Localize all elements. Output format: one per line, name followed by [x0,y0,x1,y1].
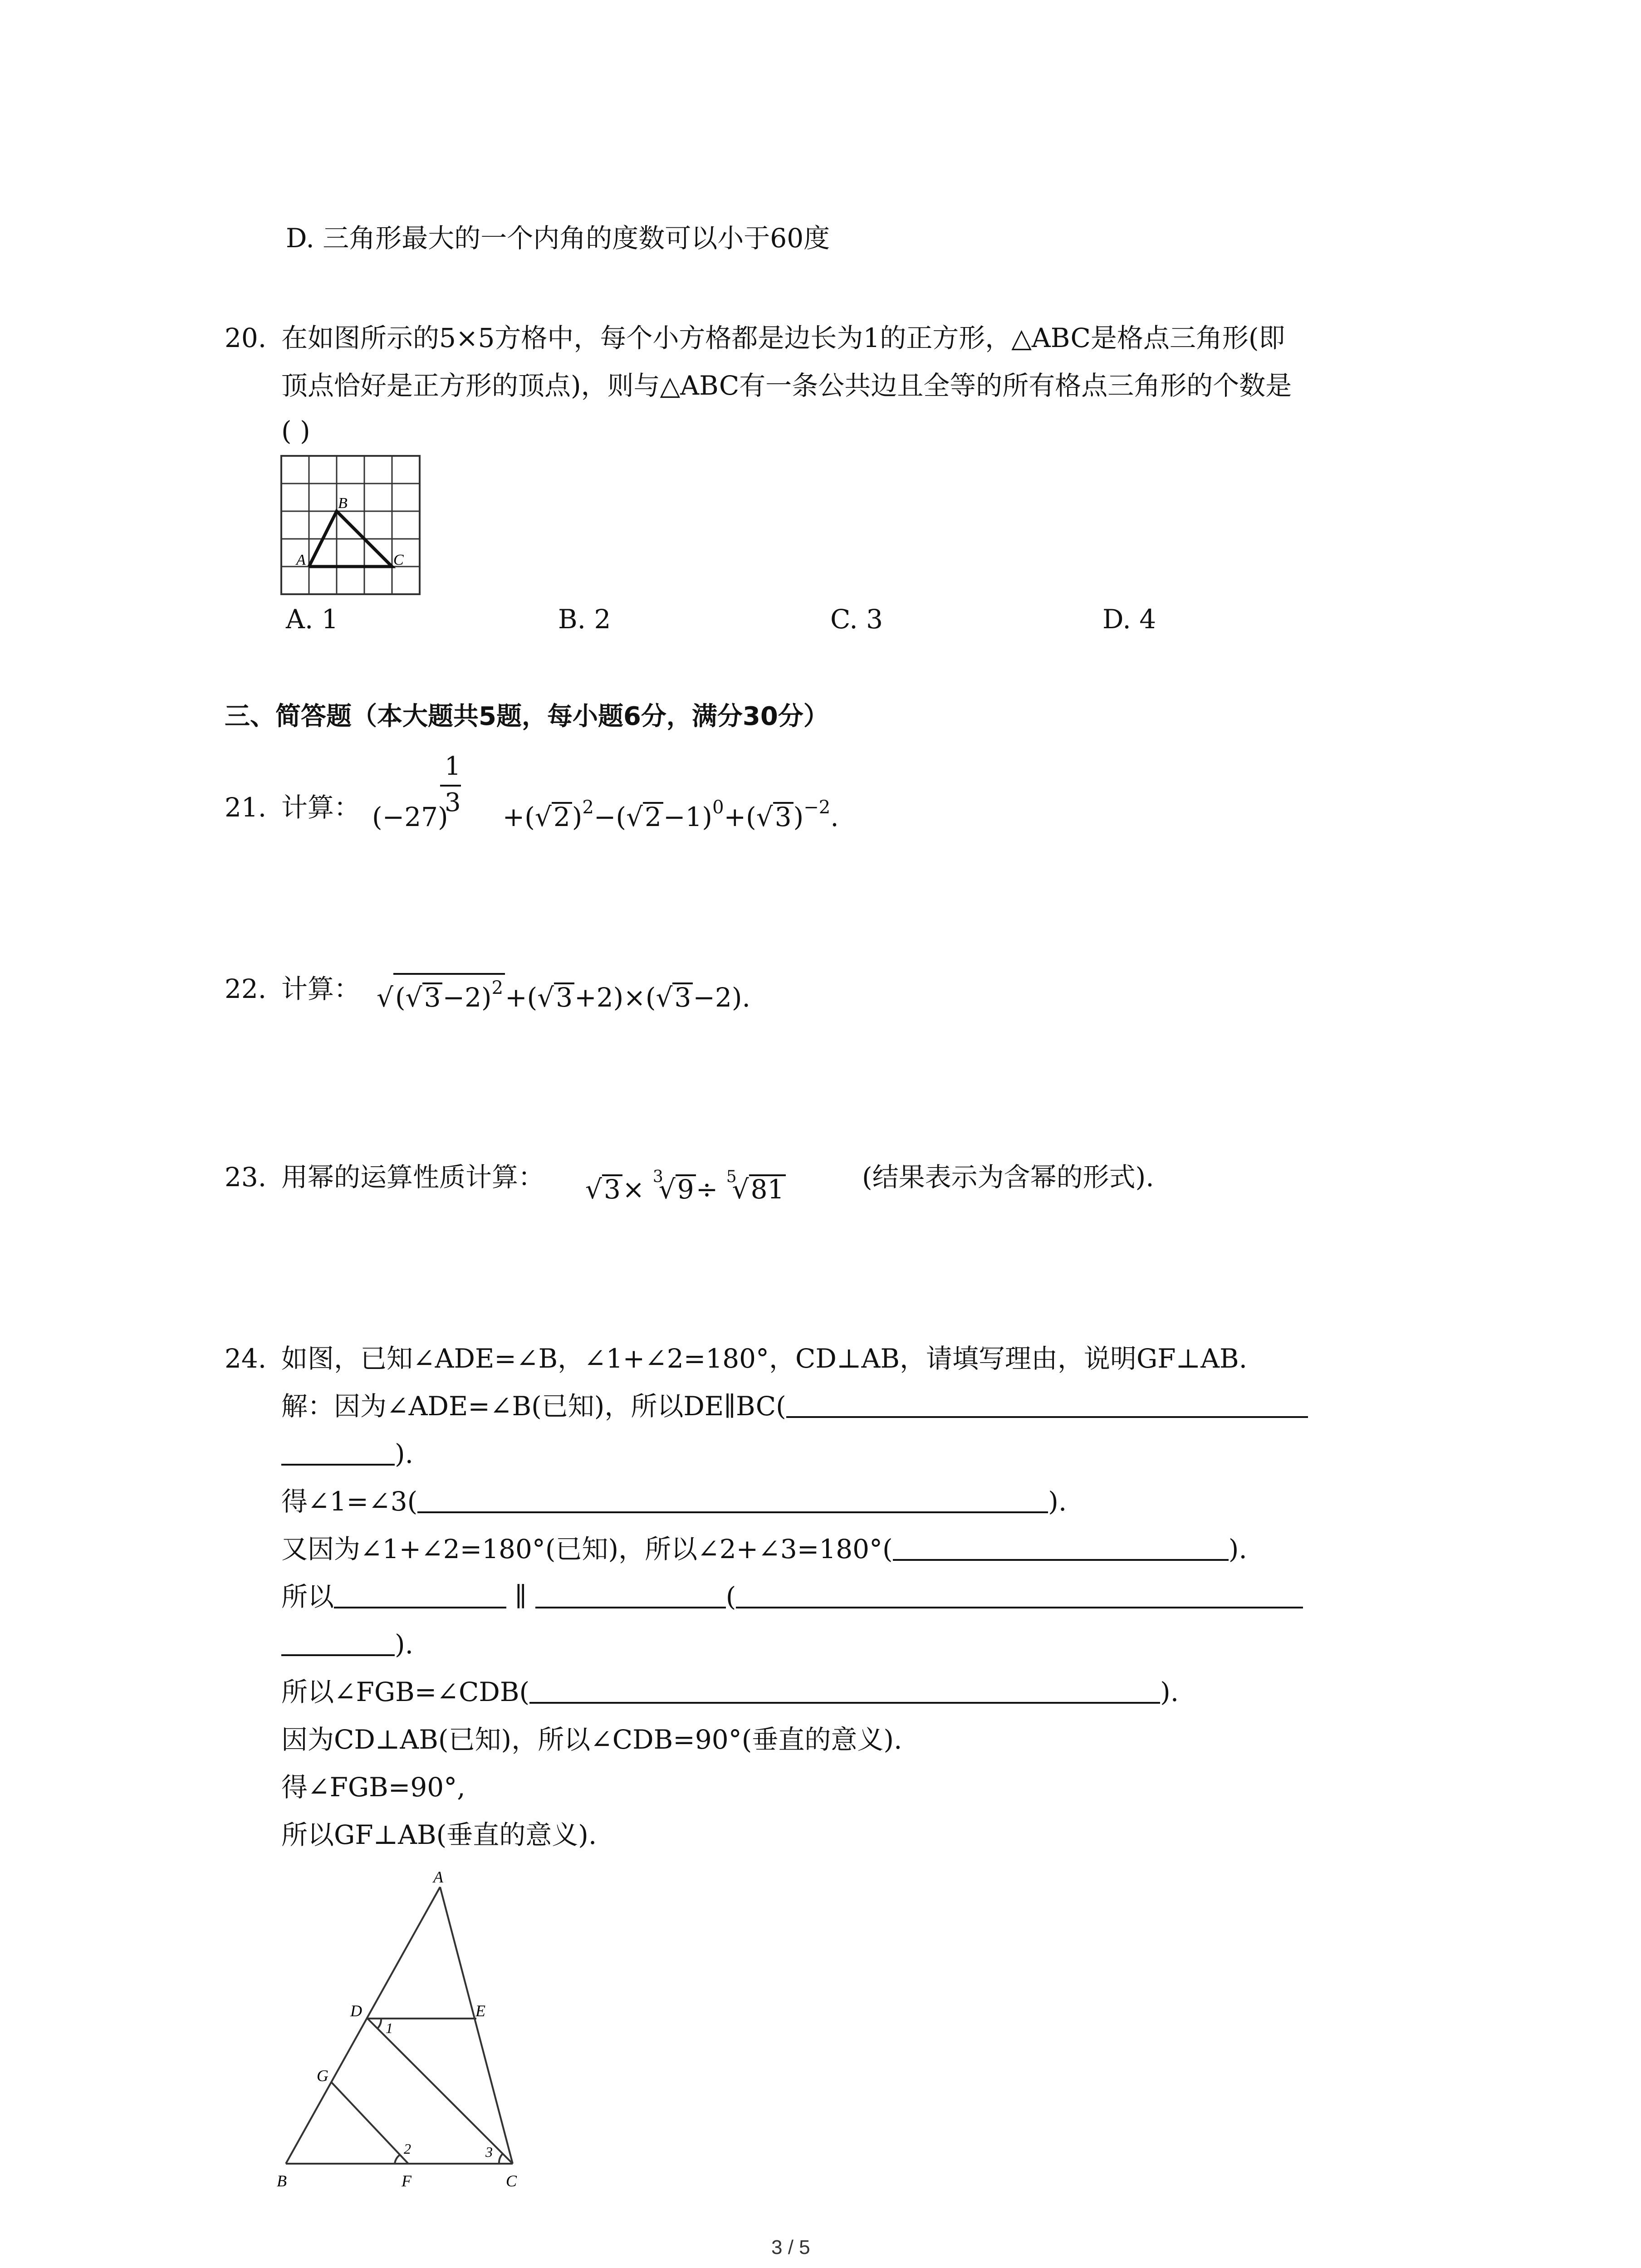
label-a: A [296,552,306,568]
q24-step7: 得∠FGB=90°, [281,1772,465,1803]
q22-number: 22. [225,973,267,1004]
q23-number: 23. [225,1162,267,1193]
angle-1-label: 1 [386,2020,393,2036]
q20-text-line2: 顶点恰好是正方形的顶点)，则与△ABC有一条公共边且全等的所有格点三角形的个数是 [281,370,1292,401]
q24-step3: 又因为∠1+∠2=180°(已知)，所以∠2+∠3=180°( ). [281,1534,1247,1564]
q24-step2: 得∠1=∠3( ). [281,1486,1067,1517]
answer-blank-1[interactable] [786,1394,1308,1418]
q20-grid-figure [279,454,424,599]
q24-number: 24. [225,1343,267,1374]
answer-blank-4d[interactable] [281,1633,395,1656]
label-b: B [277,2172,287,2190]
q20-option-b: B. 2 [558,604,611,635]
answer-blank-4b[interactable] [535,1585,726,1608]
answer-blank-3[interactable] [893,1537,1229,1561]
q21-number: 21. [225,792,267,823]
q21-exponent-numerator: 1 [445,752,461,781]
q21-prefix: 计算： [281,792,361,823]
q24-triangle-figure [272,1869,544,2195]
q20-option-a: A. 1 [286,604,338,635]
q24-step1: 解：因为∠ADE=∠B(已知)，所以DE∥BC( [281,1390,1308,1422]
q20-option-d: D. 4 [1102,604,1156,635]
label-c: C [393,552,404,568]
q24-step1-cont: ). [281,1438,413,1470]
label-b: B [338,495,348,512]
answer-blank-2[interactable] [417,1490,1048,1513]
section-3-heading: 三、简答题（本大题共5题，每小题6分，满分30分） [225,702,829,731]
answer-blank-4c[interactable] [736,1585,1303,1608]
label-g: G [317,2067,328,2085]
q24-step6: 因为CD⊥AB(已知)，所以∠CDB=90°(垂直的意义). [281,1724,902,1755]
label-a: A [433,1869,443,1886]
q24-statement: 如图，已知∠ADE=∠B，∠1+∠2=180°，CD⊥AB，请填写理由，说明GF⊥AB. [281,1343,1248,1374]
answer-blank-4a[interactable] [334,1585,506,1608]
q20-text-line1: 在如图所示的5×5方格中，每个小方格都是边长为1的正方形，△ABC是格点三角形(即 [281,323,1285,353]
q24-step4-cont: ). [281,1628,413,1660]
q23-expression: √3× $^3$√9÷ $^5$√81 [585,1161,786,1205]
q23-suffix: (结果表示为含幂的形式). [862,1162,1154,1193]
q22-prefix: 计算： [281,973,361,1004]
label-f: F [402,2172,411,2190]
q24-step5: 所以∠FGB=∠CDB( ). [281,1677,1179,1707]
q21-fraction-bar [440,785,461,787]
q20-number: 20. [225,323,267,353]
label-c: C [506,2172,517,2190]
answer-blank-5[interactable] [529,1680,1160,1704]
angle-3-label: 3 [485,2144,493,2160]
q21-exponent-denominator: 3 [445,788,461,817]
answer-blank-1b[interactable] [281,1442,395,1466]
q24-step8: 所以GF⊥AB(垂直的意义). [281,1819,597,1850]
q24-step4: 所以 ∥ ( [281,1581,1303,1613]
q20-option-c: C. 3 [830,604,883,635]
page-number: 3 / 5 [771,2236,810,2258]
q21-expression: $(-27) +(√2)^2-(√2-1)^0+(√3)^{-2}$. [372,797,839,832]
label-d: D [350,2002,362,2020]
label-e: E [475,2002,485,2020]
q19-option-d: D. 三角形最大的一个内角的度数可以小于60度 [286,223,830,254]
q22-expression: $√(√3-2)^2+(√3+2)\times(√3-2)$. [377,973,750,1013]
q20-answer-paren: ( ) [281,415,310,446]
q23-prefix: 用幂的运算性质计算： [281,1162,545,1193]
angle-2-label: 2 [404,2141,411,2157]
